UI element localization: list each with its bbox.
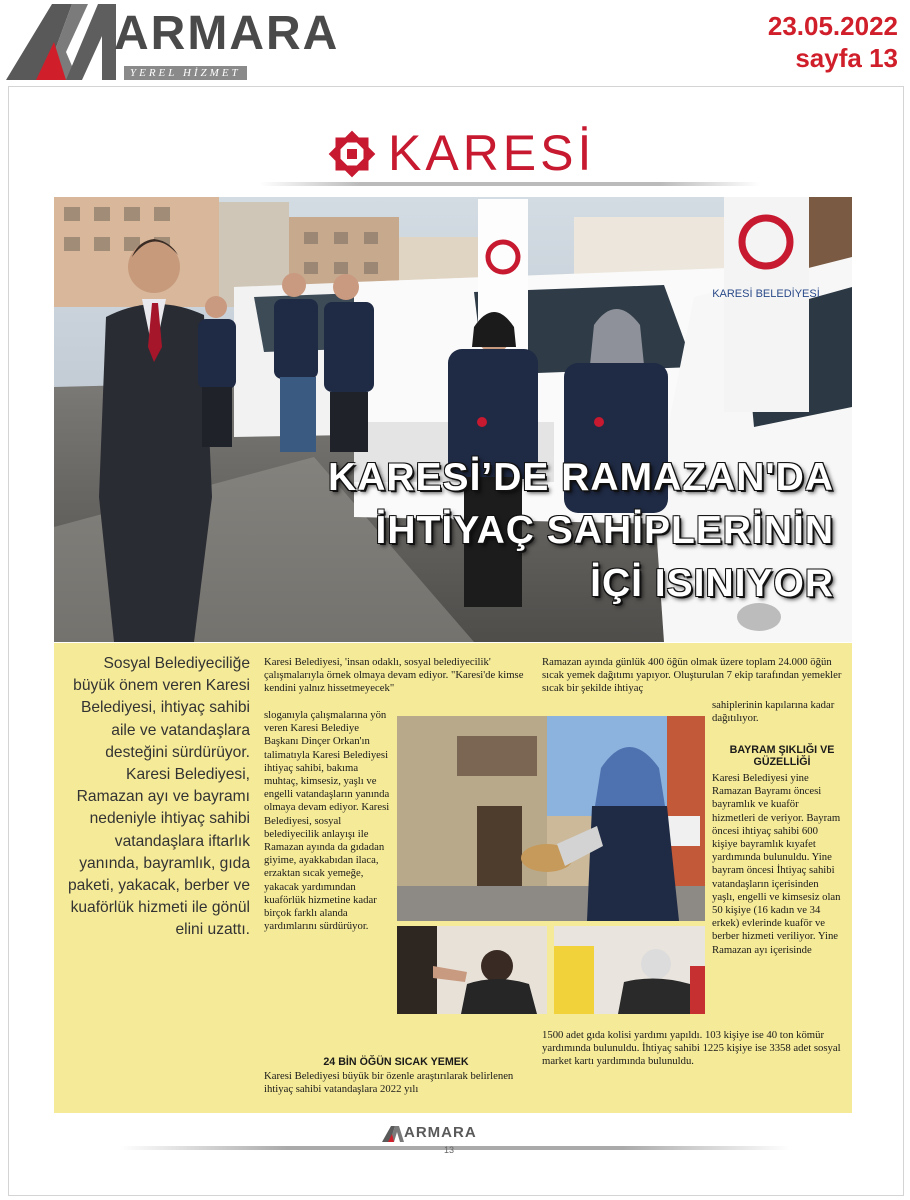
karesi-emblem-icon <box>326 128 378 180</box>
food-delivery-scene <box>397 716 705 921</box>
masthead <box>0 0 910 86</box>
article-col1-narrow: sloganıyla çalışmalarına yön veren Karesi Belediye Başkanı Dinçer Orkan'ın talimatıyla Karesi Belediyesi ihtiyaç sahibi, bakıma muhtaç, kimsesiz, yaşlı ve engelli vatandaşların yanında olmaya devam ediyor. Karesi Belediyesi, sosyal belediyecilik anlayışı ile Ramazan ayında da gıdadan giyime, ayakkabıdan ilaca, erzaktan sıcak yemeğe, yakacak yardımından kuaförlük hizmetine kadar birçok farklı alanda yardımlarını sürdürüyor. <box>264 709 390 933</box>
article-col2-top: Ramazan ayında günlük 400 öğün olmak üzere toplam 24.000 öğün sıcak yemek dağıtımı yapıyor. Oluşturulan 7 ekip tarafından yemekler sıcak bir şekilde ihtiyaç <box>542 656 842 695</box>
marmara-logo[interactable] <box>6 2 401 82</box>
article-col1-top: Karesi Belediyesi, 'insan odaklı, sosyal belediyecilik' çalışmalarıyla örnek olmaya devam ediyor. "Karesi'de kimse kendini yalnız hissetmeyecek" <box>264 656 524 695</box>
photo-barber <box>554 926 705 1014</box>
page-label: sayfa 13 <box>795 43 898 73</box>
logo-wordmark: ARMARA <box>114 7 340 60</box>
article-subhead-bayram <box>712 744 852 768</box>
marmara-m-icon <box>6 2 126 82</box>
footer-divider <box>120 1146 790 1150</box>
headline-line: İÇİ ISINIYOR <box>590 562 834 605</box>
article-col1-bottom: Karesi Belediyesi büyük bir özenle araştırılarak belirlenen ihtiyaç sahibi vatandaşlara 2022 yılı <box>264 1070 514 1096</box>
article-col2-bottom: 1500 adet gıda kolisi yardımı yapıldı. 103 kişiye ise 40 ton kömür yardımında bulunuldu. İhtiyaç sahibi 1225 kişiye ise 3358 adet sosyal market kartı yardımında bulunuldu. <box>542 1029 841 1068</box>
logo-subtitle: YEREL HİZMET <box>124 66 247 80</box>
subhead-text: BAYRAM ŞIKLIĞI VE GÜZELLİĞİ <box>729 744 835 768</box>
photo-food-delivery <box>397 716 705 921</box>
headline-line: KARESİ’DE RAMAZAN'DA <box>328 456 834 499</box>
barber-scene <box>554 926 705 1014</box>
footer-brand: ARMARA <box>404 1124 477 1141</box>
hairdresser-scene <box>397 926 547 1014</box>
issue-date: 23.05.2022 <box>767 11 898 41</box>
issue-info <box>768 10 898 74</box>
section-divider <box>260 182 760 186</box>
subhead-text: 24 BİN ÖĞÜN SICAK YEMEK <box>323 1056 469 1068</box>
section-title: KARESİ <box>388 125 596 181</box>
lede-text: Sosyal Belediyeciliğe büyük önem veren Karesi Belediyesi, ihtiyaç sahibi aile ve vatandaşlara desteğini sürdürüyor. Karesi Belediyesi, Ramazan ayı ve bayramı nedeniyle ihtiyaç sahibi vatandaşlara iftarlık yanında, bayramlık, gıda paketi, yakacak, berber ve kuaförlük hizmeti ile gönül elini uzattı. <box>67 655 250 939</box>
article-subhead-meals <box>264 1056 528 1068</box>
footer-page-number: 13 <box>444 1145 455 1155</box>
footer-m-icon <box>382 1126 404 1142</box>
headline-line: İHTİYAÇ SAHİPLERİNİN <box>375 509 834 552</box>
headline <box>328 451 834 610</box>
photo-hairdresser <box>397 926 547 1014</box>
footer-logo[interactable] <box>404 1124 477 1141</box>
article-col2-narrow: sahiplerinin kapılarına kadar dağıtılıyor. <box>712 699 835 725</box>
banner-text: KARESİ BELEDİYESİ <box>712 288 820 300</box>
article-col2-right: Karesi Belediyesi yine Ramazan Bayramı öncesi bayramlık ve kuaför hizmetleri de veriyor. Bayram öncesi ihtiyaç sahibi 600 kişiye bayramlık kıyafet yardımında bulunuldu. Yine bayram öncesi İhtiyaç sahibi vatandaşların içerisinden yaşlı, engelli ve kimsesiz olan 50 kişiye (16 kadın ve 34 erkek) evlerinde kuaför ve berber hizmeti veriliyor. Yine Ramazan ayı içerisinde <box>712 772 841 956</box>
